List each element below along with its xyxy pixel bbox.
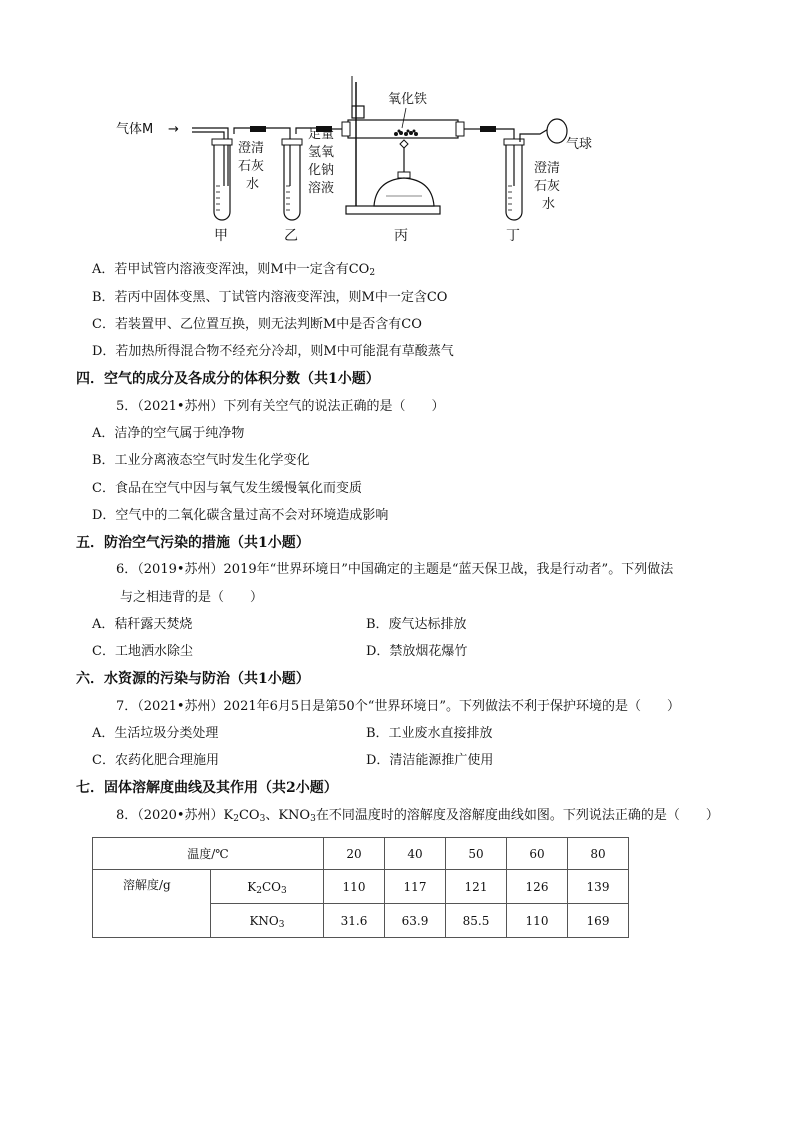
q4-option-b: B．若丙中固体变黑、丁试管内溶液变浑浊，则M中一定含CO [92, 290, 448, 305]
q7-option-b: B．工业废水直接排放 [366, 726, 493, 741]
kno3-value: 85.5 [446, 904, 507, 938]
k2co3-value: 110 [324, 870, 385, 904]
q4-option-c: C．若装置甲、乙位置互换，则无法判断M中是否含有CO [92, 317, 422, 332]
q5-option-d: D．空气中的二氧化碳含量过高不会对环境造成影响 [92, 508, 389, 523]
alcohol-lamp-icon [374, 178, 434, 206]
temp-cell: 40 [385, 838, 446, 870]
svg-text:足量: 足量 [308, 127, 335, 142]
section6-heading: 六．水资源的污染与防治（共1小题） [76, 671, 310, 687]
q6-stem-line1: 6．（2019•苏州）2019年“世界环境日”中国确定的主题是“蓝天保卫战，我是行动者”。下列做法 [116, 562, 674, 577]
svg-text:化钠: 化钠 [308, 163, 335, 178]
q6-option-a: A．秸秆露天焚烧 [92, 617, 193, 632]
section4-heading: 四．空气的成分及各成分的体积分数（共1小题） [76, 371, 380, 387]
kno3-value: 169 [568, 904, 629, 938]
kno3-value: 31.6 [324, 904, 385, 938]
iron-oxide-label: 氧化铁 [388, 92, 428, 107]
k2co3-value: 121 [446, 870, 507, 904]
label-ding: 丁 [506, 228, 520, 244]
yi-solution-label [308, 127, 334, 196]
q6-stem-line2: 与之相违背的是（ ） [120, 590, 264, 605]
kno3-value: 63.9 [385, 904, 446, 938]
k2co3-value: 117 [385, 870, 446, 904]
temp-header: 温度/℃ [93, 838, 324, 870]
q5-option-b: B．工业分离液态空气时发生化学变化 [92, 453, 310, 468]
q6-option-c: C．工地洒水除尘 [92, 644, 193, 659]
q5-option-c: C．食品在空气中因与氧气发生缓慢氧化而变质 [92, 481, 362, 496]
q5-stem: 5．（2021•苏州）下列有关空气的说法正确的是（ ） [116, 399, 445, 414]
q7-option-c: C．农药化肥合理施用 [92, 753, 219, 768]
svg-text:澄清: 澄清 [534, 161, 561, 176]
k2co3-label: $K_2CO_3$ [211, 870, 324, 904]
solubility-label: 溶解度/g [93, 870, 211, 938]
apparatus-svg [100, 76, 620, 248]
label-yi: 乙 [284, 228, 298, 244]
table-row [93, 870, 629, 904]
ding-solution-label [534, 160, 560, 212]
temp-cell: 60 [507, 838, 568, 870]
q6-option-b: B．废气达标排放 [366, 617, 467, 632]
q4-option-a: A．若甲试管内溶液变浑浊，则M中一定含有$CO_2$ [92, 262, 376, 278]
kno3-label: $KNO_3$ [211, 904, 324, 938]
k2co3-value: 139 [568, 870, 629, 904]
tube-yi [284, 145, 300, 220]
jia-solution-label [238, 140, 264, 192]
balloon-label: 气球 [566, 137, 593, 152]
svg-text:水: 水 [542, 197, 556, 212]
q4-option-d: D．若加热所得混合物不经充分冷却，则M中可能混有草酸蒸气 [92, 344, 454, 359]
q7-stem: 7．（2021•苏州）2021年6月5日是第50个“世界环境日”。下列做法不利于保护环境的是（ ） [116, 699, 680, 714]
temp-cell: 80 [568, 838, 629, 870]
q6-option-d: D．禁放烟花爆竹 [366, 644, 468, 659]
svg-text:水: 水 [246, 177, 260, 192]
balloon-icon [547, 119, 567, 143]
kno3-value: 110 [507, 904, 568, 938]
svg-text:石灰: 石灰 [534, 179, 561, 194]
gas-m-label: 气体M [116, 122, 154, 137]
gas-arrow-icon: → [168, 122, 179, 137]
svg-text:澄清: 澄清 [238, 141, 265, 156]
section5-heading: 五．防治空气污染的措施（共1小题） [76, 535, 310, 551]
svg-text:氢氧: 氢氧 [308, 145, 335, 160]
temp-cell: 20 [324, 838, 385, 870]
q7-option-d: D．清洁能源推广使用 [366, 753, 494, 768]
label-jia: 甲 [214, 228, 228, 244]
q8-stem: 8．（2020•苏州）$K_2CO_3$、$KNO_3$在不同温度时的溶解度及溶解度曲线如图。下列说法正确的是（ ） [116, 808, 719, 824]
apparatus-diagram [100, 76, 620, 248]
k2co3-value: 126 [507, 870, 568, 904]
label-bing: 丙 [394, 228, 408, 244]
q5-option-a: A．洁净的空气属于纯净物 [92, 426, 245, 441]
q7-option-a: A．生活垃圾分类处理 [92, 726, 219, 741]
temp-cell: 50 [446, 838, 507, 870]
table-row [93, 838, 629, 870]
svg-text:溶液: 溶液 [308, 181, 335, 196]
section7-heading: 七．固体溶解度曲线及其作用（共2小题） [76, 780, 338, 796]
solubility-table [92, 837, 629, 938]
svg-text:石灰: 石灰 [238, 159, 265, 174]
